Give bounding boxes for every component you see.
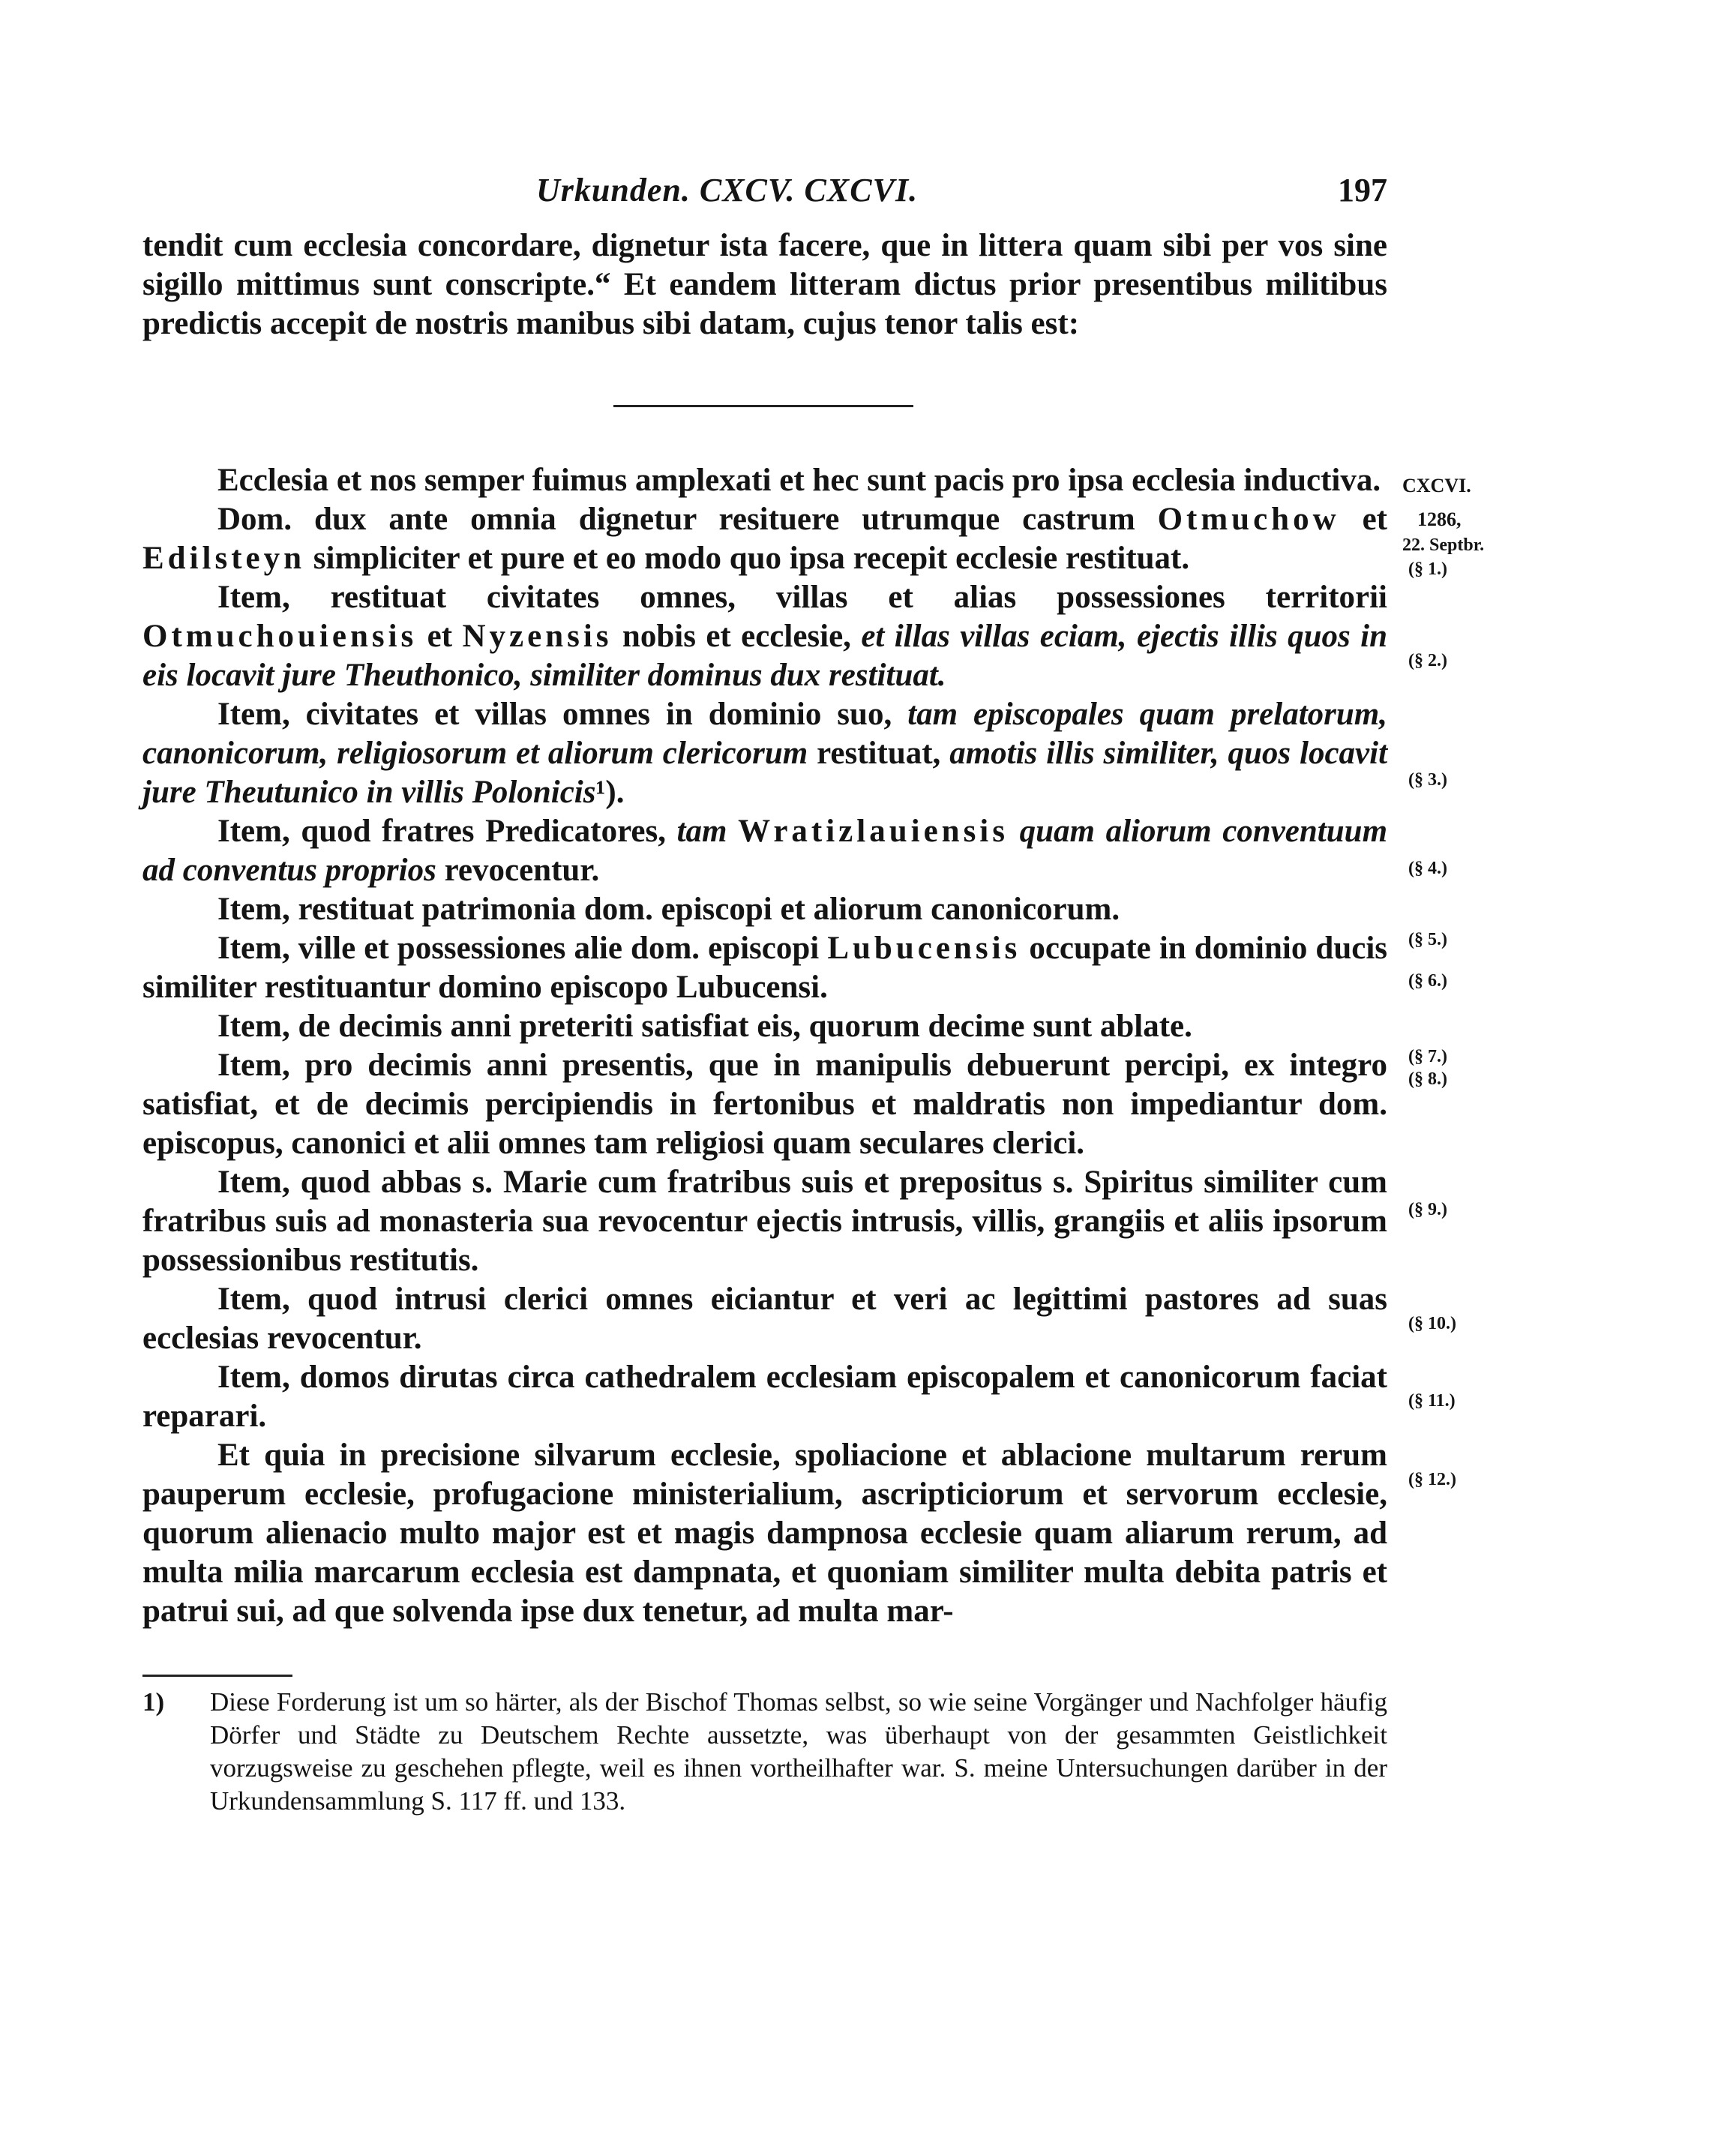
intro-text: tendit cum ecclesia concordare, dignetur ista facere, que in littera quam sibi per vos sine sigillo mittimus sunt conscripte.“ Et eandem litteram dictus prior presentibus militibus predictis accepit de nostris manibus sibi datam, cujus tenor talis est:: [142, 228, 1387, 341]
paragraph-11: Item, domos dirutas circa cathedralem ecclesiam episcopalem et canonicorum faciat reparari.: [142, 1360, 1387, 1434]
paragraph-2: [142, 578, 1387, 695]
section-ref: (§ 2.): [1408, 651, 1447, 670]
italic-run: quam aliorum conventuum ad conventus proprios: [142, 814, 1388, 888]
paragraph-1: [142, 500, 1387, 578]
footnote: [142, 1686, 1387, 1818]
paragraph-3: [142, 695, 1387, 812]
text-run: restituat,: [808, 736, 950, 771]
footnote-marker: ¹).: [595, 775, 625, 810]
text-run: Dom. dux ante omnia dignetur resituere utrumque castrum: [217, 502, 1158, 537]
paragraph-4: [142, 812, 1387, 890]
text-run: Item, civitates et villas omnes in dominio suo,: [217, 697, 908, 732]
section-ref: (§ 1.): [1408, 559, 1447, 579]
footnote-rule: [142, 1675, 292, 1677]
footnote-number: 1): [142, 1687, 165, 1717]
section-ref: (§ 4.): [1408, 859, 1447, 878]
place-name: Otmuchouiensis: [142, 619, 418, 654]
italic-run: amotis illis similiter, quos locavit jure Theutunico in villis Polonicis: [142, 736, 1388, 810]
footnote-text: Diese Forderung ist um so härter, als der Bischof Thomas selbst, so wie seine Vorgänger und Nachfolger häufig Dörfer und Städte zu Deutschem Rechte aussetzte, was überhaupt von der gesammten Geistlichkeit vorzugsweise zu geschehen pflegte, weil es ihnen vortheilhafter war. S. meine Untersuchungen darüber in der Urkundensammlung S. 117 ff. und 133.: [210, 1687, 1387, 1816]
text-run: nobis et ecclesie,: [612, 619, 862, 654]
paragraph-8: Item, pro decimis anni presentis, que in manipulis debuerunt percipi, ex integro satisfiat, et de decimis percipiendis in fertonibus et maldratis non impediantur dom. episcopus, canonici et alii omnes tam religiosi quam seculares clerici.: [142, 1048, 1387, 1161]
italic-run: tam episcopales quam prelatorum, canonicorum, religiosorum et aliorum clericorum: [142, 697, 1388, 771]
page-header: [142, 171, 1387, 223]
section-ref: (§ 9.): [1408, 1200, 1447, 1219]
paragraph-12: Et quia in precisione silvarum ecclesie, spoliacione et ablacione multarum rerum pauperum ecclesie, profugacione ministerialium, ascripticiorum et servorum ecclesie, quorum alienacio multo major est et magis dampnosa ecclesie quam aliarum rerum, ad multa milia marcarum ecclesia est dampnata, et quoniam similiter multa debita patris et patrui sui, ad que solvenda ipse dux tenetur, ad multa mar-: [142, 1438, 1387, 1629]
place-name: Wratizlauiensis: [738, 814, 1009, 849]
margin-year: 1286,: [1417, 508, 1462, 530]
intro-paragraph: [142, 226, 1387, 343]
paragraph-10: Item, quod intrusi clerici omnes eiciantur et veri ac legittimi pastores ad suas ecclesias revocentur.: [142, 1282, 1387, 1356]
paragraph-preamble: Ecclesia et nos semper fuimus amplexati et hec sunt pacis pro ipsa ecclesia inductiva.: [217, 463, 1381, 498]
paragraph-9: Item, quod abbas s. Marie cum fratribus suis et prepositus s. Spiritus similiter cum fratribus suis ad monasteria sua revocentur ejectis intrusis, villis, grangiis et aliis ipsorum possessionibus restitutis.: [142, 1165, 1387, 1278]
italic-run: et illas villas eciam, ejectis illis quos in eis locavit jure Theuthonico, similiter dominus dux restituat.: [142, 619, 1387, 693]
place-name: Lubucensis: [827, 931, 1021, 966]
section-ref: (§ 10.): [1408, 1314, 1456, 1333]
text-run: et: [1339, 502, 1388, 537]
text-run: occupate in dominio ducis similiter restituantur domino episcopo Lubucensi.: [142, 931, 1387, 1005]
margin-date: 22. Septbr.: [1402, 535, 1485, 555]
italic-run: tam: [676, 814, 727, 849]
section-ref: (§ 6.): [1408, 971, 1447, 991]
margin-document-number: CXCVI.: [1402, 475, 1471, 496]
place-name: Otmuchow: [1157, 502, 1340, 537]
place-name: Nyzensis: [462, 619, 613, 654]
section-ref: (§ 12.): [1408, 1470, 1456, 1489]
section-ref: (§ 3.): [1408, 770, 1447, 790]
document-body: [142, 461, 1387, 1631]
running-title: Urkunden. CXCV. CXCVI.: [536, 172, 919, 208]
place-name: Edilsteyn: [142, 541, 306, 576]
paragraph-6: [142, 929, 1387, 1007]
paragraph-7: Item, de decimis anni preteriti satisfiat eis, quorum decime sunt ablate.: [217, 1009, 1192, 1044]
paragraph-5: Item, restituat patrimonia dom. episcopi et aliorum canonicorum.: [217, 892, 1120, 927]
text-run: revocentur.: [436, 853, 600, 888]
text-run: simpliciter et pure et eo modo quo ipsa recepit ecclesie restituat.: [305, 541, 1190, 576]
text-run: Item, quod fratres Predicatores,: [217, 814, 677, 849]
section-ref: (§ 7.): [1408, 1047, 1447, 1066]
section-ref: (§ 5.): [1408, 930, 1447, 949]
text-run: Item, restituat civitates omnes, villas et alias possessiones territorii: [217, 580, 1387, 615]
section-ref: (§ 11.): [1408, 1391, 1456, 1411]
separator-rule: [613, 405, 913, 407]
page-number: 197: [1338, 172, 1387, 208]
text-run: Item, ville et possessiones alie dom. episcopi: [217, 931, 828, 966]
text-run: et: [417, 619, 463, 654]
section-ref: (§ 8.): [1408, 1069, 1447, 1089]
